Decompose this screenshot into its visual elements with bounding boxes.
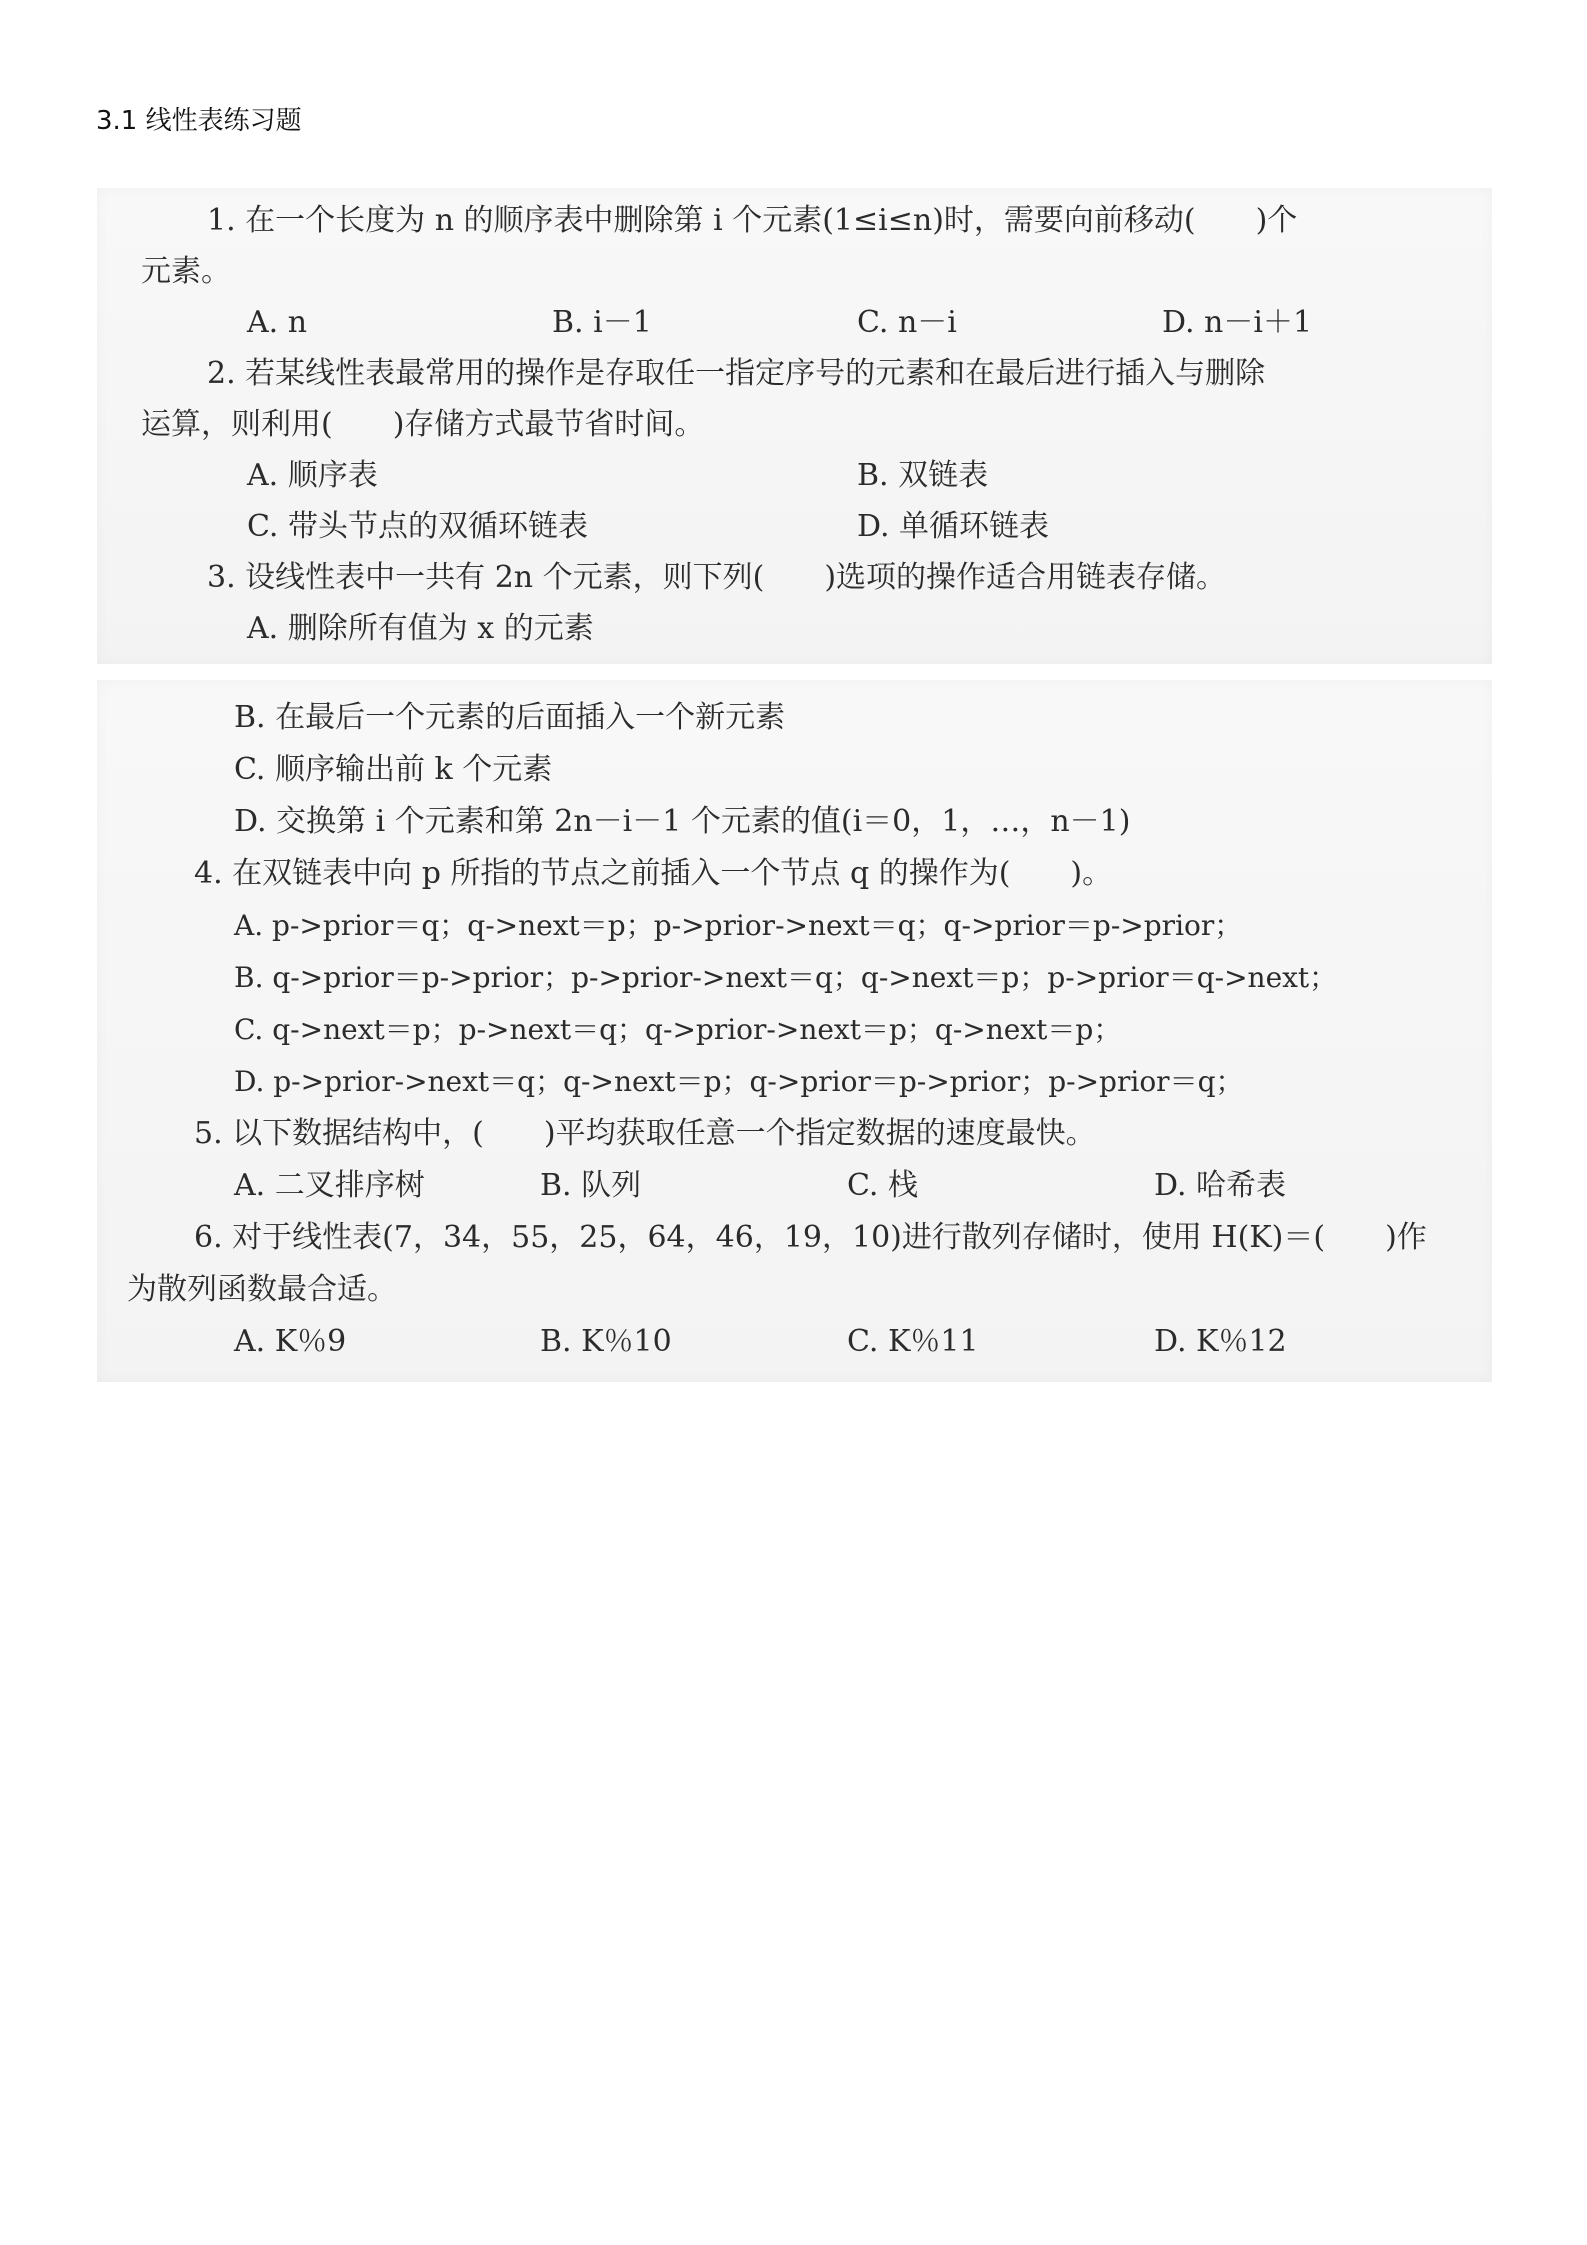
question-5-option-d: D. 哈希表 [1154,1168,1287,1203]
question-1-option-a: A. n [247,305,308,340]
question-6-option-a: A. K％9 [234,1324,347,1359]
question-1-option-c: C. n－i [857,305,957,340]
scanned-page-segment-2 [97,680,1492,1382]
question-3-text: 3. 设线性表中一共有 2n 个元素，则下列( )选项的操作适合用链表存储。 [207,560,1227,595]
question-6-option-d: D. K％12 [1154,1324,1287,1359]
scanned-page-segment-1 [97,188,1492,664]
question-4-option-a: A. p->prior＝q；q->next＝p；p->prior->next＝q；q->prior＝p->prior； [234,909,1243,942]
question-5-text: 5. 以下数据结构中，( )平均获取任意一个指定数据的速度最快。 [194,1116,1096,1151]
page-title: 3.1 线性表练习题 [96,106,302,136]
question-2-option-c: C. 带头节点的双循环链表 [247,509,588,544]
question-6-text: 6. 对于线性表(7，34，55，25，64，46，19，10)进行散列存储时，使用 H(K)＝( )作 [194,1220,1427,1255]
question-6-option-c: C. K％11 [847,1324,979,1359]
question-5-option-c: C. 栈 [847,1168,918,1203]
question-5-option-a: A. 二叉排序树 [234,1168,425,1203]
question-3-option-c: C. 顺序输出前 k 个元素 [234,752,553,787]
question-6-option-b: B. K％10 [540,1324,672,1359]
question-5-option-b: B. 队列 [540,1168,642,1203]
question-2-option-a: A. 顺序表 [247,458,378,493]
question-1-option-b: B. i－1 [552,305,652,340]
question-2-option-b: B. 双链表 [857,458,989,493]
question-4-option-b: B. q->prior＝p->prior；p->prior->next＝q；q->next＝p；p->prior＝q->next； [234,961,1338,994]
question-2-text: 2. 若某线性表最常用的操作是存取任一指定序号的元素和在最后进行插入与删除 [207,356,1266,391]
question-1-option-d: D. n－i＋1 [1162,305,1313,340]
question-6-text-cont: 为散列函数最合适。 [127,1272,397,1307]
question-3-option-a: A. 删除所有值为 x 的元素 [247,611,594,646]
question-3-option-b: B. 在最后一个元素的后面插入一个新元素 [234,700,786,735]
question-3-option-d: D. 交换第 i 个元素和第 2n－i－1 个元素的值(i＝0，1，…，n－1) [234,804,1131,839]
question-4-option-d: D. p->prior->next＝q；q->next＝p；q->prior＝p->prior；p->prior＝q； [234,1065,1244,1098]
question-4-option-c: C. q->next＝p；p->next＝q；q->prior->next＝p；q->next＝p； [234,1013,1122,1046]
question-4-text: 4. 在双链表中向 p 所指的节点之前插入一个节点 q 的操作为( )。 [194,856,1113,891]
question-1-text: 1. 在一个长度为 n 的顺序表中删除第 i 个元素(1≤i≤n)时，需要向前移动( )个 [207,203,1298,238]
question-1-text-cont: 元素。 [141,254,231,289]
question-2-option-d: D. 单循环链表 [857,509,1050,544]
question-2-text-cont: 运算，则利用( )存储方式最节省时间。 [141,407,705,442]
